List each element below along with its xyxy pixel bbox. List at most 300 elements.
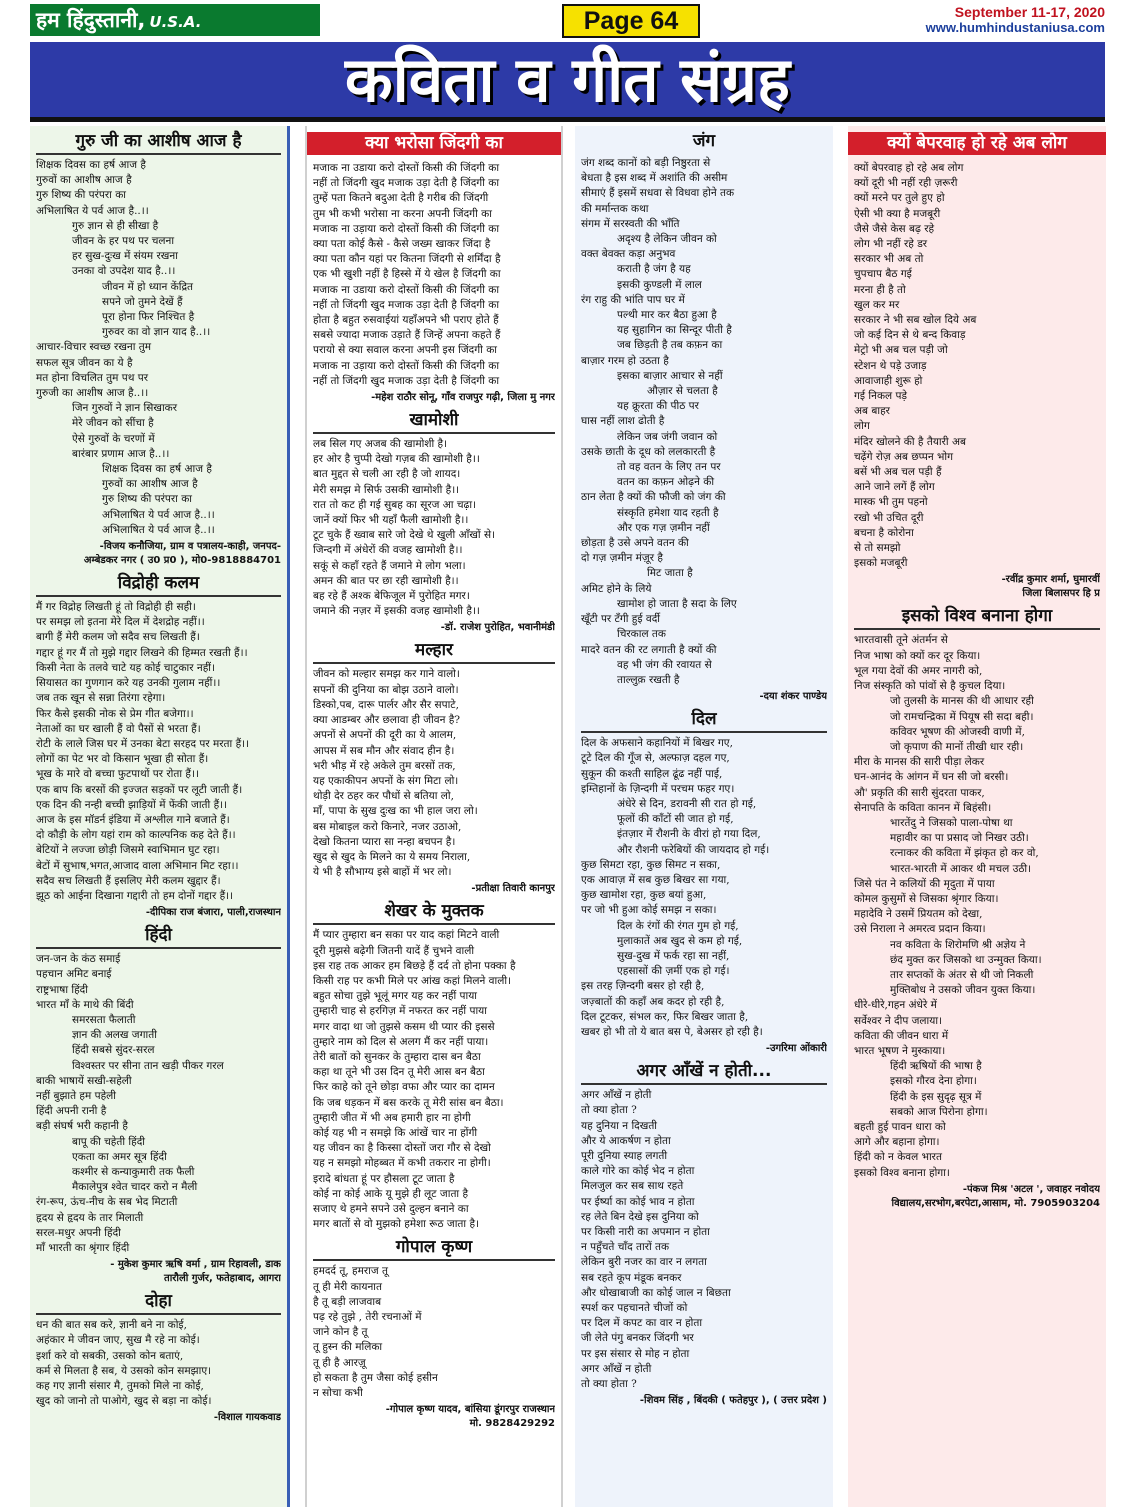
poem-line: जानें क्यों फिर भी यहाँ फैली खामोशी है।। xyxy=(313,514,469,527)
poem-line: मेट्रो भी अब चल पड़ी जो xyxy=(854,344,948,357)
poem-line: जो कई दिन से थे बन्द किवाड़ xyxy=(854,329,966,342)
poem-line: वह भी जंग की रवायत से xyxy=(617,658,712,671)
poem-line: मजाक ना उडाया करो दोस्तों किसी की जिंदगी का xyxy=(313,162,500,174)
poem-line: बह रहे हैं अश्क बेफिजूल में पुरोहित मगर। xyxy=(313,590,470,603)
poem-line: जाने कोन है तू xyxy=(313,1326,368,1339)
poem-vishwa xyxy=(848,601,1106,1210)
poem-line: सफल सूत्र जीवन का ये है xyxy=(36,356,133,369)
poem-line: हो सकता है तुम जैसा कोई हसीन xyxy=(313,1371,438,1384)
poem-line: वक्त बेवक्त कड़ा अनुभव xyxy=(581,248,676,261)
poem-line: नव कविता के शिरोमणि श्री अज्ञेय ने xyxy=(890,938,1026,951)
poem-author: - मुकेश कुमार ऋषि वर्मा , ग्राम रिहावली, डाक xyxy=(110,1259,281,1271)
poem-line: खुद से खुद के मिलने का ये समय निराला, xyxy=(313,850,471,863)
poem-line: बेटों में सुभाष,भगत,आजाद वाला अभिमान मिट रहा।। xyxy=(36,859,239,872)
poem-line: कह गए ज्ञानी संसार मै, तुमको मिले ना कोई, xyxy=(36,1380,204,1393)
poem-line: पल्थी मार कर बैठा हुआ है xyxy=(617,309,717,322)
poem-author: -उगरिमा ओंकारी xyxy=(765,1043,827,1055)
poem-line: काले गोरे का कोई भेद न होता xyxy=(581,1165,695,1178)
poem-line: अहंकार मे जीवन जाए, सुख मै रहे ना कोई। xyxy=(36,1334,200,1347)
poem-line: सजाए थे हमने सपने उसे दुल्हन बनाने का xyxy=(313,1202,469,1215)
poem-line: महावीर का पा प्रसाद जो निखर उठी। xyxy=(890,832,1029,845)
poem-line: गुरुवर का वो ज्ञान याद है..।। xyxy=(102,326,211,339)
poem-line: अभिलाषित ये पर्व आज है..।। xyxy=(102,508,215,521)
poem-line: नहीं बुझाते हम पहेली xyxy=(36,1089,117,1102)
poem-line: मत होना विचलित तुम पथ पर xyxy=(36,371,149,384)
poem-line: मीरा के मानस की सारी पीड़ा लेकर xyxy=(854,756,985,769)
poem-line: नहीं तो जिंदगी खुद मजाक उड़ा देती है जिंदगी का xyxy=(313,177,500,190)
poem-line: सब रहते कूप मंडूक बनकर xyxy=(581,1271,682,1284)
poem-gopal-krishna xyxy=(307,1232,561,1431)
poem-line: धन की बात सब करे, ज्ञानी बने ना कोई, xyxy=(36,1319,187,1332)
poem-line: माँ, पापा के सुख दुःख का भी हाल जरा लो। xyxy=(313,805,478,818)
poem-line: नेताओं का घर खाली हैं वो पैसों से भरता हैं। xyxy=(36,722,201,735)
poem-line: गुरु ज्ञान से ही सीखा है xyxy=(72,219,159,232)
poem-line: बाज़ार गरम हो उठता है xyxy=(581,354,669,367)
poem-line: जीवन में हो ध्यान केंद्रित xyxy=(102,280,194,293)
poem-line: भरी भीड़ में रहे अकेले तुम बरसों तक, xyxy=(313,759,456,772)
poem-line: कुछ सिमटा रहा, कुछ सिमट न सका, xyxy=(581,858,721,871)
poem-author-address: तारौली गुर्जर, फतेहाबाद, आगरा xyxy=(164,1273,281,1285)
poem-author: -रवींद्र कुमार शर्मा, घुमारवीं xyxy=(1001,574,1100,586)
poem-line: गई निकल पड़े xyxy=(854,390,908,403)
poem-line: मजाक ना उडाया करो दोस्तों किसी की जिंदगी का xyxy=(313,283,500,296)
poem-line: छंद मुक्त कर जिसको था उन्मुक्त किया। xyxy=(890,953,1042,966)
poem-title: गोपाल कृष्ण xyxy=(313,1236,555,1261)
poem-line: झूठ को आईना दिखाना गद्दारी तो हम दोनों गद्दार हैं।। xyxy=(36,889,234,902)
poem-line: कोमल कुसुमों से जिसका श्रृंगार किया। xyxy=(854,892,999,905)
poem-line: रखो भी उचित दूरी xyxy=(854,511,924,524)
poem-line: कोई यह भी न समझे कि आंखें चार ना होंगी xyxy=(313,1126,478,1139)
poem-line: तो क्या होता ? xyxy=(581,1104,637,1117)
poem-line: भारत माँ के माथे की बिंदी xyxy=(36,998,134,1011)
poem-line: चुपचाप बैठ गई xyxy=(854,268,912,281)
poem-line: जो कृपाण की मानों तीखी धार रही। xyxy=(890,740,1024,753)
poem-line: सरल-मधुर अपनी हिंदी xyxy=(36,1226,121,1239)
poem-line: गुरुवों का आशीष आज है xyxy=(102,478,198,491)
poem-line: जिसे पंत ने कलियों की मृदुता में पाया xyxy=(854,877,995,890)
poem-line: सरकार ने भी सब खोल दिये अब xyxy=(854,314,977,327)
poem-line: यह न समझो मोहब्बत में कभी तकरार ना होगी। xyxy=(313,1157,491,1170)
poem-line: मैं गर विद्रोह लिखती हूं तो विद्रोही ही सही। xyxy=(36,601,196,614)
poem-line: शिक्षक दिवस का हर्ष आज है xyxy=(102,463,212,476)
poem-khamoshi xyxy=(307,405,561,635)
poem-line: एक आवाज़ में सब कुछ बिखर सा गया, xyxy=(581,873,730,886)
poem-line: उनका वो उपदेश याद है..।। xyxy=(72,265,176,278)
poem-line: सपनों की दुनिया का बोझ उठाने वालो। xyxy=(313,683,459,696)
poem-line: सरकार भी अब तो xyxy=(854,253,924,266)
poem-line: बारंबार प्रणाम आज है..।। xyxy=(72,447,170,460)
poem-line: से तो समझो xyxy=(854,542,901,555)
poem-line: बहती हुई पावन धारा को xyxy=(854,1120,946,1133)
poem-title: मल्हार xyxy=(313,639,555,664)
poem-line: कर्म से मिलता है सब, ये उसको कोन समझाए। xyxy=(36,1364,212,1377)
poem-line: मंदिर खोलने की है तैयारी अब xyxy=(854,435,966,448)
poem-line: भारतेंदु ने जिसको पाला-पोषा था xyxy=(890,816,1013,829)
poem-line: जैसे जैसे केस बढ़ रहे xyxy=(854,222,935,235)
poem-line: किसी नेता के तलवे चाटे यह कोई चाटुकार नहीं। xyxy=(36,661,215,674)
poem-line: भूख के मारे वो बच्चा फुटपाथों पर रोता हैं।। xyxy=(36,768,199,781)
poem-line: यह क्रूरता की पीठ पर xyxy=(617,400,699,413)
poem-line: दूरी मुझसे बढ़ेगी जितनी यादें हैं चुभने वाली xyxy=(313,944,475,957)
poem-line: दिल के अफसाने कहानियों में बिखर गए, xyxy=(581,737,733,750)
poem-line: तो वह वतन के लिए तन पर xyxy=(617,461,721,474)
poem-line: वतन का कफ़न ओढ़ने की xyxy=(617,476,715,489)
poem-line: समरसता फैलाती xyxy=(72,1013,136,1026)
poem-line: लेकिन बुरी नजर का वार न लगता xyxy=(581,1256,707,1269)
poem-line: और रौशनी फरेबियों की जायदाद हो गई। xyxy=(617,843,770,856)
poem-guru-ji xyxy=(30,126,287,568)
poem-line: जन-जन के कंठ समाई xyxy=(36,953,121,966)
poem-author-address: विद्यालय,सरभोग,बरपेटा,आसाम, मो. 7905903204 xyxy=(891,1197,1100,1209)
poem-line: सबसे ज्यादा मजाक उड़ाते हैं जिन्हें अपना कहते हैं xyxy=(313,329,501,342)
poem-line: आवाजाही शुरू हो xyxy=(854,374,923,387)
poem-line: कहा था तूने भी उस दिन तू मेरी आस बन बैठा xyxy=(313,1066,485,1079)
poem-line: निज संस्कृति को पांवों से है कुचल दिया। xyxy=(854,680,1006,693)
poem-line: तू ही है आरज़ू xyxy=(313,1356,366,1369)
poem-line: है तू बड़ी लाजवाब xyxy=(313,1295,382,1308)
poem-line: मुलाकातें अब खुद से कम हो गई, xyxy=(617,934,743,947)
poem-title: गुरु जी का आशीष आज है xyxy=(36,130,281,155)
poem-line: हृदय से हृदय के तार मिलाती xyxy=(36,1211,144,1224)
poem-title: दोहा xyxy=(36,1290,281,1315)
poem-line: इरादे बांधता हूं पर हौसला टूट जाता है xyxy=(313,1172,455,1185)
poem-line: चिरकाल तक xyxy=(617,628,666,641)
poem-line: क्यों बेपरवाह हो रहे अब लोग xyxy=(854,162,964,174)
poem-line: जीवन के हर पथ पर चलना xyxy=(72,235,175,248)
poem-line: माँ भारती का श्रृंगार हिंदी xyxy=(36,1242,130,1254)
poem-line: कविवर भूषण की ओजस्वी वाणी में, xyxy=(890,725,1025,738)
poem-line: बहुत सोचा तुझे भूलूं मगर यह कर नहीं पाया xyxy=(313,990,478,1003)
poem-line: लोगों का पेट भर वो किसान भूखा ही सोता हैं। xyxy=(36,753,209,766)
poem-line: भारत भूषण ने मुस्काया। xyxy=(854,1044,946,1057)
poem-line: आपस में सब मौन और संवाद हीन है। xyxy=(313,744,455,757)
poem-line: तुम्हें पता कितने बदुआ देती है गरीब की जिंदगी xyxy=(313,192,489,205)
poem-line: जमाने की नज़र में इसकी वजह खामोशी है।। xyxy=(313,605,480,618)
poem-line: मेरे जीवन को सींचा है xyxy=(72,417,154,430)
poem-line: बेधता है इस शब्द में अशांति की असीम xyxy=(581,172,728,185)
poem-line: भारत-भारती में आकर थी मचल उठी। xyxy=(890,862,1032,875)
poem-line: क्या पता कोई कैसे - कैसे जख्म खाकर जिंदा है xyxy=(313,238,491,251)
poem-line: दो कौड़ी के लोग यहां राम को काल्पनिक कह देते हैं।। xyxy=(36,829,236,842)
poem-line: निज भाषा को क्यों कर दूर किया। xyxy=(854,649,981,662)
poem-line: इसकी कुण्डली में लाल xyxy=(617,278,702,291)
poem-line: यह जीवन का है किस्सा दोस्तों जरा गौर से देखो xyxy=(313,1142,491,1155)
poem-line: क्या पता कौन यहां पर कितना जिंदगी से शर्मिंदा है xyxy=(313,253,501,266)
poem-line: लब सिल गए अजब की खामोशी है। xyxy=(313,438,448,451)
section-banner: कविता व गीत संग्रह xyxy=(30,42,1105,122)
poem-line: ठान लेता है क्यों की फौजी को जंग की xyxy=(581,491,726,504)
poem-line: और धोखाबाजी का कोई जाल न बिछता xyxy=(581,1286,731,1299)
poem-line: बड़ी संघर्ष भरी कहानी है xyxy=(36,1120,128,1133)
poem-line: कविता की जीवन धारा में xyxy=(854,1029,949,1042)
poem-line: डिस्को,पब, दारू पार्लर और सैर सपाटे, xyxy=(313,698,459,711)
poem-line: संगम में सरस्वती की भाँति xyxy=(581,217,680,230)
poem-line: उसे निराला ने अमरत्व प्रदान किया। xyxy=(854,923,986,936)
poem-line: दो गज़ ज़मीन मंज़ूर है xyxy=(581,552,663,565)
poem-malhar xyxy=(307,635,561,896)
masthead-usa: U.S.A. xyxy=(149,13,202,31)
poem-line: सेनापति के कविता कानन में बिहंसी। xyxy=(854,801,992,814)
poem-line: मादरे वतन की रट लगाती है क्यों की xyxy=(581,643,717,656)
column-1 xyxy=(30,126,290,1507)
poem-title: अगर आँखें न होती... xyxy=(581,1060,827,1085)
poem-line: किसी राह पर कभी मिले पर आंख कहां मिलने वाली। xyxy=(313,974,512,987)
poem-line: नहीं तो जिंदगी खुद मजाक उड़ा देती है जिंदगी का xyxy=(313,374,500,387)
poem-line: अमिट होने के लिये xyxy=(581,582,652,595)
poem-line: धीरे-धीरे,गहन अंधेरे में xyxy=(854,999,937,1012)
poem-line: चढ़ेंगे रोज़ अब छप्पन भोग xyxy=(854,450,954,463)
poem-line: इसको मजबूरी xyxy=(854,557,908,570)
poem-author: -महेश राठौर सोनू, गाँव राजपुर गढ़ी, जिला मु नगर xyxy=(371,392,555,404)
poem-line: बचना है कोरोना xyxy=(854,526,914,539)
poem-line: मेरी समझ मे सिर्फ उसकी खामोशी है।। xyxy=(313,483,460,496)
poem-line: मगर बातों से वो मुझको हमेशा रूठ जाता है। xyxy=(313,1218,480,1231)
poem-line: इसको गौरव देना होगा। xyxy=(890,1075,977,1088)
poem-line: सबको आज पिरोना होगा। xyxy=(890,1105,988,1118)
poem-line: की मर्मान्तक कथा xyxy=(581,202,649,215)
poem-line: अगर आँखें न होती xyxy=(581,1089,652,1102)
newspaper-masthead xyxy=(30,4,320,36)
poem-title: खामोशी xyxy=(313,409,555,434)
poem-line: यह एकाकीपन अपनों के संग मिटा लो। xyxy=(313,774,459,787)
poem-line: बेटियों ने लज्जा छोड़ी जिसमे स्वाभिमान घुट रहा। xyxy=(36,844,220,857)
dateline xyxy=(926,4,1105,36)
poem-line: मगर वादा था जो तुझसे कसम थी प्यार की इससे xyxy=(313,1020,495,1033)
poem-line: फिर काहे को तूने छोड़ा वफा और प्यार का दामन xyxy=(313,1081,495,1094)
poem-line: बागी हैं मेरी कलम जो सदैव सच लिखती हैं। xyxy=(36,631,200,644)
poem-line: पर जो भी हुआ कोई समझ न सका। xyxy=(581,904,717,917)
poem-line: दिल के रंगों की रंगत गुम हो गई, xyxy=(617,919,739,932)
masthead-title: हम हिंदुस्तानी, xyxy=(36,8,146,32)
poem-line: हिंदी को न केवल भारत xyxy=(854,1151,942,1164)
poem-dil xyxy=(575,704,833,1056)
poem-line: रत्नाकर की कविता में झंकृत हो कर वो, xyxy=(890,847,1039,860)
page-number: Page 64 xyxy=(562,4,700,38)
poem-author: -विशाल गायकवाड xyxy=(213,1412,281,1424)
poem-line: तुम भी कभी भरोसा ना करना अपनी जिंदगी का xyxy=(313,207,492,220)
poem-line: टूट चुके हैं ख्वाब सारे जो देखे थे खुली आँखों से। xyxy=(313,529,496,542)
poem-line: क्यों मरने पर तुले हुए हो xyxy=(854,192,945,205)
poem-line: जीवन को मल्हार समझ कर गाने वालो। xyxy=(313,668,460,681)
poem-line: मास्क भी तुम पहनो xyxy=(854,496,928,509)
poem-line: राष्ट्रभाषा हिंदी xyxy=(36,983,88,996)
poem-line: तुम्हारे नाम को दिल से अलग मैं कर नहीं पाया। xyxy=(313,1035,489,1048)
poem-shekhar-muktak xyxy=(307,896,561,1232)
poem-line: हिंदी के इस सुदृढ़ सूत्र में xyxy=(890,1090,982,1103)
poem-line: गुरुजी का आशीष आज है..।। xyxy=(36,387,149,400)
poem-line: पर इस संसार से मोह न होता xyxy=(581,1347,690,1360)
poem-line: एकता का अमर सूत्र हिंदी xyxy=(72,1150,167,1163)
poem-line: भारतवासी तूने अंतर्मन से xyxy=(854,634,948,647)
poem-line: गुरु शिष्य की परंपरा का xyxy=(102,493,193,506)
poem-line: कि जब धड़कन में बस करके तू मेरी सांस बन बैठा। xyxy=(313,1096,504,1109)
poem-line: ज्ञान की अलख जगाती xyxy=(72,1029,157,1042)
poem-line: मैं प्यार तुम्हारा बन सका पर याद कहां मिटने वाली xyxy=(313,929,500,942)
poem-line: मजाक ना उड़ाया करो दोस्तों किसी की जिंदगी का xyxy=(313,359,500,372)
poem-line: तो क्या होता ? xyxy=(581,1378,637,1391)
poem-line: इर्शा करे वो सबकी, उसको कोन बताएं, xyxy=(36,1349,184,1362)
poem-line: लोग xyxy=(854,420,870,433)
poem-line: फिर कैसे इसकी नोक से प्रेम गीत बजेगा।। xyxy=(36,707,194,720)
poem-line: हर ओर है चुप्पी देखो गज़ब की खामोशी है।। xyxy=(313,453,480,466)
poem-author: -दया शंकर पाण्डेय xyxy=(759,691,827,703)
poem-line: बात मुद्दत से चली आ रही है जो शायद। xyxy=(313,468,461,481)
poem-line: इंतज़ार में रौशनी के वीरां हो गया दिल, xyxy=(617,828,761,841)
poem-author: -शिवम सिंह , बिंदकी ( फतेहपुर ), ( उत्तर प्रदेश ) xyxy=(639,1395,827,1407)
poem-line: और ये आकर्षण न होता xyxy=(581,1134,671,1147)
page-header xyxy=(0,0,1135,40)
poem-line: पर दिल में कपट का वार न होता xyxy=(581,1317,703,1330)
poem-line: क्या आडम्बर और छलावा ही जीवन है? xyxy=(313,714,460,727)
poem-jung xyxy=(575,126,833,704)
poem-line: तार सप्तकों के अंतर से थी जो निकली xyxy=(890,968,1034,981)
poem-line: मजाक ना उड़ाया करो दोस्तों किसी की जिंदगी का xyxy=(313,222,500,235)
poem-line: रात तो कट ही गई सुबह का सूरज आ चढ़ा। xyxy=(313,498,477,511)
poem-line: तू हुस्न की मलिका xyxy=(313,1341,383,1354)
poem-agar-aankhen xyxy=(575,1056,833,1408)
poem-line: तेरी बातों को सुनकर के तुम्हारा दास बन बैठा xyxy=(313,1050,481,1063)
poem-line: सियासत का गुणगान करे यह उनकी गुलाम नहीं।। xyxy=(36,677,221,690)
poem-title: शेखर के मुक्तक xyxy=(313,900,555,925)
poem-author: -दीपिका राज बंजारा, पाली,राजस्थान xyxy=(145,907,281,919)
poem-line: हिंदी ऋषियों की भाषा है xyxy=(890,1060,982,1073)
poem-line: सकूं से कहाँ रहते हैं जमाने मे लोग भला। xyxy=(313,559,466,572)
poem-line: पर ईर्ष्या का कोई भाव न होता xyxy=(581,1195,695,1208)
website-link[interactable]: www.humhindustaniusa.com xyxy=(925,20,1105,35)
poem-line: पहचान अमिट बनाई xyxy=(36,968,112,981)
poem-author: -गोपाल कृष्ण यादव, बांसिया डूंगरपुर राजस्थान xyxy=(385,1404,555,1416)
poem-title: इसको विश्व बनाना होगा xyxy=(854,605,1100,630)
poem-title: क्यों बेपरवाह हो रहे अब लोग xyxy=(848,132,1106,155)
poem-title: जंग xyxy=(692,131,716,151)
poem-line: ताल्लुक़ रखती है xyxy=(617,673,680,686)
poem-line: औज़ार से चलता है xyxy=(647,385,718,398)
poem-line: इम्तिहानों के ज़िन्दगी में परचम फहर गए। xyxy=(581,782,735,795)
poem-line: बाकी भाषायें सखी-सहेली xyxy=(36,1074,132,1087)
column-4 xyxy=(848,126,1106,1507)
poem-line: एक भी खुशी नहीं है हिस्से में ये खेल है जिंदगी का xyxy=(313,268,501,281)
poem-line: भूल गया देवों की अमर नागरी को, xyxy=(854,664,983,677)
poem-line: जब तक खून से सन्ना तिरंगा रहेगा। xyxy=(36,692,166,705)
poem-line: मुक्तिबोध ने उसको जीवन युक्त किया। xyxy=(890,984,1036,997)
poem-line: अभिलाषित ये पर्व आज है..।। xyxy=(102,523,215,536)
poem-line: तू ही मेरी कायनात xyxy=(313,1280,382,1293)
poem-line: बस मोबाइल करो किनारे, नजर उठाओ, xyxy=(313,820,462,833)
poem-line: इस राह तक आकर हम बिछड़े हैं दर्द तो होना पक्का है xyxy=(313,959,516,972)
poem-line: मरना ही है तो xyxy=(854,283,906,296)
poem-author: -प्रतीक्षा तिवारी कानपुर xyxy=(471,883,555,895)
poem-line: जज़्बातों की कहाँ अब कदर हो रही है, xyxy=(581,995,725,1008)
poem-line: अंधेरे से दिन, डरावनी सी रात हो गई, xyxy=(617,797,757,810)
poem-line: जो तुलसी के मानस की थी आधार रही xyxy=(890,695,1034,708)
poem-line: हिंदी सबसे सुंदर-सरल xyxy=(72,1044,155,1057)
poem-line: एक दिन की नन्ही बच्ची झाड़ियों में फेंकी जाती हैं।। xyxy=(36,798,228,811)
poem-line: एहसासों की ज़मीं एक हो गई। xyxy=(617,965,730,978)
poem-author-phone: मो. 9828429292 xyxy=(469,1418,555,1430)
poem-line: गुरु शिष्य की परंपरा का xyxy=(36,189,127,202)
poem-line: स्पर्श कर पहचानते चीजों को xyxy=(581,1302,688,1315)
poem-line: रंग-रूप, ऊंच-नीच के सब भेद मिटाती xyxy=(36,1196,178,1209)
poem-line: पूरी दुनिया स्याह लगती xyxy=(581,1149,668,1162)
poem-line: कश्मीर से कन्याकुमारी तक फैली xyxy=(72,1165,195,1178)
poem-line: यह दुनिया न दिखती xyxy=(581,1119,658,1132)
poem-line: और एक गज़ ज़मीन नहीं xyxy=(617,521,710,534)
poem-line: हर सुख-दुःख में संयम रखना xyxy=(72,250,178,263)
poem-vidrohi-kalam xyxy=(30,568,287,920)
poem-line: कराती है जंग है यह xyxy=(617,263,691,276)
poem-title: हिंदी xyxy=(36,924,281,949)
poem-line: संस्कृति हमेशा याद रहती है xyxy=(617,506,719,519)
poem-line: हिंदी अपनी रानी है xyxy=(36,1105,107,1118)
poem-line: आगे और बहाना होगा। xyxy=(854,1136,940,1149)
poem-line: फूलों की काँटों सी जात हो गई, xyxy=(617,813,734,826)
poem-author-address: अम्बेडकर नगर ( उ0 प्र0 ), मो0-9818884701 xyxy=(83,555,281,567)
poem-line: जिन्दगी में अंधेरों की वजह खामोशी है।। xyxy=(313,544,463,557)
poem-line: आने जाने लगें हैं लोग xyxy=(854,481,935,494)
poem-author-address: जिला बिलासपर हि प्र xyxy=(1022,588,1100,600)
poem-line: मिट जाता है xyxy=(647,567,693,580)
poem-line: जंग शब्द कानों को बड़ी निष्ठुरता से xyxy=(581,157,711,169)
poem-line: ऐसी भी क्या है मजबूरी xyxy=(854,207,941,220)
poem-line: होता है बहुत रुसवाईयां यहाँअपने भी पराए होते हैं xyxy=(313,314,499,327)
poem-line: खूँटी पर टँगी हुई वर्दी xyxy=(581,613,660,626)
poem-line: मैकालेपुत्र श्वेत चादर करो न मैली xyxy=(72,1181,198,1194)
poem-line: छोड़ता है उसे अपने वतन की xyxy=(581,537,689,550)
poem-line: बसें भी अब चल पड़ी हैं xyxy=(854,466,942,479)
poem-line: हमदर्द तू, हमराज तू xyxy=(313,1265,388,1278)
poem-line: आचार-विचार स्वच्छ रखना तुम xyxy=(36,341,152,354)
issue-date: September 11-17, 2020 xyxy=(954,4,1105,20)
poem-line: परायो से क्या सवाल करना अपनी इस जिंदगी का xyxy=(313,344,497,357)
poem-line: टूटे दिल की गूँज से, अल्फाज़ दहल गए, xyxy=(581,752,730,765)
poem-line: यह सुहागिन का सिन्दूर पीती है xyxy=(617,324,732,337)
poem-line: सदैव सच लिखती हैं इसलिए मेरी कलम खुद्दार हैं। xyxy=(36,874,221,887)
poem-line: सुकून की कश्ती साहिल ढूंढ नहीं पाई, xyxy=(581,767,723,780)
poem-author: -डॉ. राजेश पुरोहित, भवानीमंडी xyxy=(440,622,555,634)
poem-line: जी लेते पंगु बनकर जिंदगी भर xyxy=(581,1332,694,1345)
poem-line: रंग राहु की भांति पाप घर में xyxy=(581,293,685,306)
poem-line: पढ़ रहे तुझे , तेरी रचनाओं में xyxy=(313,1311,422,1323)
poem-line: देखो कितना प्यारा सा नन्हा बचपन है। xyxy=(313,835,456,848)
poem-line: अगर आँखें न होती xyxy=(581,1362,652,1375)
poem-line: थोड़ी देर ठहर कर पौधों से बतिया लो, xyxy=(313,790,454,803)
poem-line: पर किसी नारी का अपमान न होता xyxy=(581,1226,710,1238)
poem-line: घन-आनंद के आंगन में घन सी जो बरसी। xyxy=(854,771,1009,784)
poem-line: खुद को जानो तो पाओगे, खुद से बड़ा ना कोई। xyxy=(36,1395,212,1408)
poem-line: गुरुवों का आशीष आज है xyxy=(36,174,132,187)
poem-line: अदृश्य है लेकिन जीवन को xyxy=(617,233,717,246)
poem-line: खुल कर मर xyxy=(854,298,900,311)
poem-line: तुम्हारी चाह से हरगिज़ में नफरत कर नहीं पाया xyxy=(313,1005,487,1018)
poem-title: क्या भरोसा जिंदगी का xyxy=(307,132,561,155)
poem-line: पूरा होना फिर निश्चित है xyxy=(102,311,195,324)
poem-line: इसका बाज़ार आचार से नहीं xyxy=(617,369,723,382)
poem-line: कुछ खामोश रहा, कुछ बयां हुआ, xyxy=(581,889,707,902)
poem-line: मिलजुल कर सब साथ रहते xyxy=(581,1180,684,1193)
poem-line: तुम्हारी जीत में भी अब हमारी हार ना होगी xyxy=(313,1111,471,1124)
poem-line: उसके छाती के दूध को ललकारती है xyxy=(581,445,716,458)
poem-line: विश्वस्तर पर सीना तान खड़ी पीकर गरल xyxy=(72,1059,224,1072)
poem-kya-bharosa xyxy=(307,126,561,405)
poem-title: विद्रोही कलम xyxy=(36,572,281,597)
poem-line: दिल टूटकर, संभल कर, फिर बिखर जाता है, xyxy=(581,1010,749,1023)
poem-line: क्यों दूरी भी नहीं रही ज़रूरी xyxy=(854,177,958,190)
poem-line: गद्दार हूं गर मैं तो मुझे गद्दार लिखने की हिम्मत रखती हैं।। xyxy=(36,646,248,659)
poem-line: स्टेशन थे पड़े उजाड़ xyxy=(854,359,927,372)
poem-line: पर समझ लो इतना मेरे दिल में देशद्रोह नहीं।। xyxy=(36,616,205,629)
poem-line: बापू की चहेती हिंदी xyxy=(72,1135,146,1148)
poem-line: इसको विश्व बनाना होगा। xyxy=(854,1166,950,1179)
